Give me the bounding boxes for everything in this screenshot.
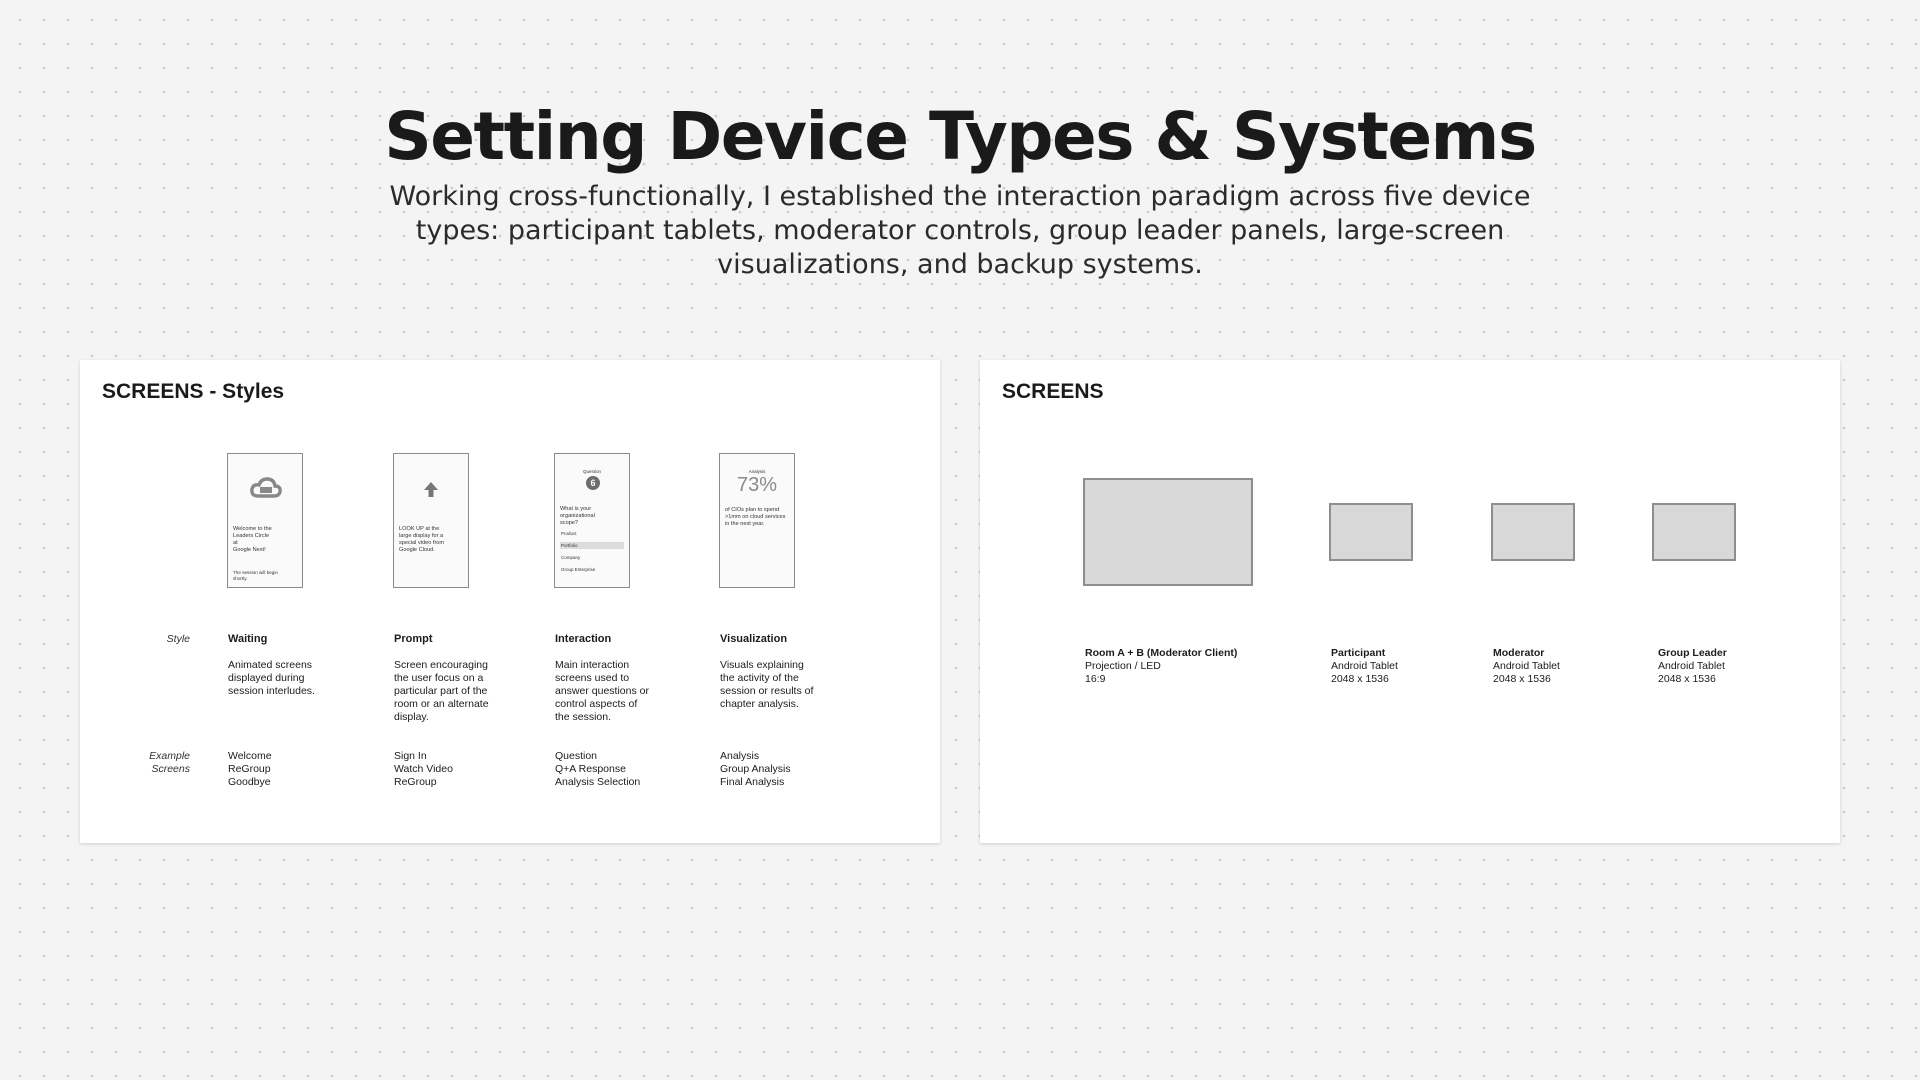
mock-option: Group Enterprise (561, 567, 596, 572)
device-spec: Android Tablet (1331, 660, 1398, 672)
row-label-line: Screens (151, 763, 190, 775)
description-line: screens used to (555, 672, 630, 684)
style-examples (228, 750, 272, 789)
panel-title: SCREENS (1002, 380, 1104, 403)
description-line: Main interaction (555, 659, 630, 671)
row-label-line: Example (149, 750, 190, 762)
style-description (555, 659, 665, 724)
screens-panel (980, 360, 1840, 843)
mock-option-label: Portfolio (561, 543, 578, 548)
device-name: Participant (1331, 647, 1386, 659)
moderator-tablet-device (1491, 503, 1575, 561)
participant-tablet-device (1329, 503, 1413, 561)
mock-label: Question (582, 469, 601, 474)
description-line: the user focus on a (394, 672, 484, 684)
device-spec: Android Tablet (1658, 660, 1725, 672)
arrow-up-icon (423, 481, 439, 499)
row-label-style: Style (166, 633, 190, 645)
example-screen: Q+A Response (555, 763, 626, 775)
style-examples (555, 750, 640, 789)
example-screen: Question (555, 750, 598, 762)
mock-text-line: >1mm on cloud services (725, 514, 786, 520)
example-screen: Sign In (394, 750, 427, 762)
example-screen: Group Analysis (720, 763, 791, 775)
row-label-example-screens (110, 750, 190, 776)
mock-text-line: at (233, 540, 238, 546)
device-spec: Android Tablet (1493, 660, 1560, 672)
mock-question-line: What is your (560, 506, 592, 512)
panel-title: SCREENS - Styles (102, 380, 285, 403)
description-line: the activity of the (720, 672, 799, 684)
description-line: control aspects of (555, 698, 638, 710)
question-number-badge (586, 476, 600, 490)
example-screen: Welcome (228, 750, 272, 762)
style-description (720, 659, 830, 711)
mock-footer-line: The session will begin (233, 570, 278, 575)
mock-text-line: large display for a (399, 533, 444, 539)
mock-text-line: of CIOs plan to spend (725, 507, 780, 513)
description-line: Visuals explaining (720, 659, 804, 671)
waiting-screen-mock (227, 453, 303, 588)
mock-question-line: organizational (560, 513, 595, 519)
style-examples (394, 750, 453, 789)
mock-text-line: Google Next! (233, 547, 266, 553)
mock-option: Company (561, 555, 581, 560)
device-spec: 16:9 (1085, 673, 1106, 685)
style-name: Visualization (720, 633, 788, 645)
mock-option: Product (561, 531, 577, 536)
device-spec: 2048 x 1536 (1493, 673, 1551, 685)
example-screen: Watch Video (394, 763, 453, 775)
device-name: Room A + B (Moderator Client) (1085, 647, 1238, 659)
mock-label: Analysis (748, 469, 766, 474)
cloud-logo-icon (249, 476, 283, 500)
example-screen: ReGroup (394, 776, 437, 788)
style-name: Prompt (394, 633, 433, 645)
style-examples (720, 750, 791, 789)
projection-screen-device (1083, 478, 1253, 586)
example-screen: Goodbye (228, 776, 271, 788)
mock-question-line: scope? (560, 520, 579, 526)
example-screen: ReGroup (228, 763, 271, 775)
description-line: display. (394, 711, 429, 723)
mock-text-line: Leaders Circle (233, 533, 270, 539)
device-spec: 2048 x 1536 (1658, 673, 1716, 685)
description-line: answer questions or (555, 685, 649, 697)
style-description (394, 659, 504, 724)
mock-text-line: in the next year. (725, 521, 765, 527)
description-line: room or an alternate (394, 698, 489, 710)
visualization-screen-mock (719, 453, 795, 588)
description-line: chapter analysis. (720, 698, 799, 710)
page-title: Setting Device Types & Systems (384, 98, 1536, 175)
device-spec: 2048 x 1536 (1331, 673, 1389, 685)
description-line: Screen encouraging (394, 659, 488, 671)
group-leader-tablet-device (1652, 503, 1736, 561)
page-subtitle: Working cross-functionally, I established the interaction paradigm across five device types: participant tablets, moderator controls, group leader panels, large-screen visualizations, and backup systems. (389, 181, 1531, 280)
description-line: session interludes. (228, 685, 315, 697)
mock-text-line: Google Cloud. (399, 547, 435, 553)
example-screen: Analysis Selection (555, 776, 641, 788)
example-screen: Analysis (720, 750, 760, 762)
question-number: 6 (590, 478, 596, 488)
description-line: the session. (555, 711, 612, 723)
device-name: Group Leader (1658, 647, 1727, 659)
description-line: session or results of (720, 685, 814, 697)
prompt-screen-mock (393, 453, 469, 588)
mock-text-line: Welcome to the (233, 526, 272, 532)
screens-styles-panel (80, 360, 940, 843)
style-description (228, 659, 338, 698)
mock-footer-line: shortly. (233, 575, 248, 581)
example-screen: Final Analysis (720, 776, 785, 788)
description-line: Animated screens (228, 659, 313, 671)
description-line: particular part of the (394, 685, 488, 697)
mock-option-selected (560, 542, 624, 549)
device-spec: Projection / LED (1085, 660, 1161, 672)
mock-percent: 73% (736, 474, 778, 496)
mock-text-line: special video from (399, 540, 445, 546)
interaction-screen-mock (554, 453, 630, 588)
description-line: displayed during (228, 672, 305, 684)
style-name: Waiting (228, 633, 268, 645)
device-name: Moderator (1493, 647, 1545, 659)
mock-text-line: LOOK UP at the (399, 526, 440, 532)
style-name: Interaction (555, 633, 612, 645)
